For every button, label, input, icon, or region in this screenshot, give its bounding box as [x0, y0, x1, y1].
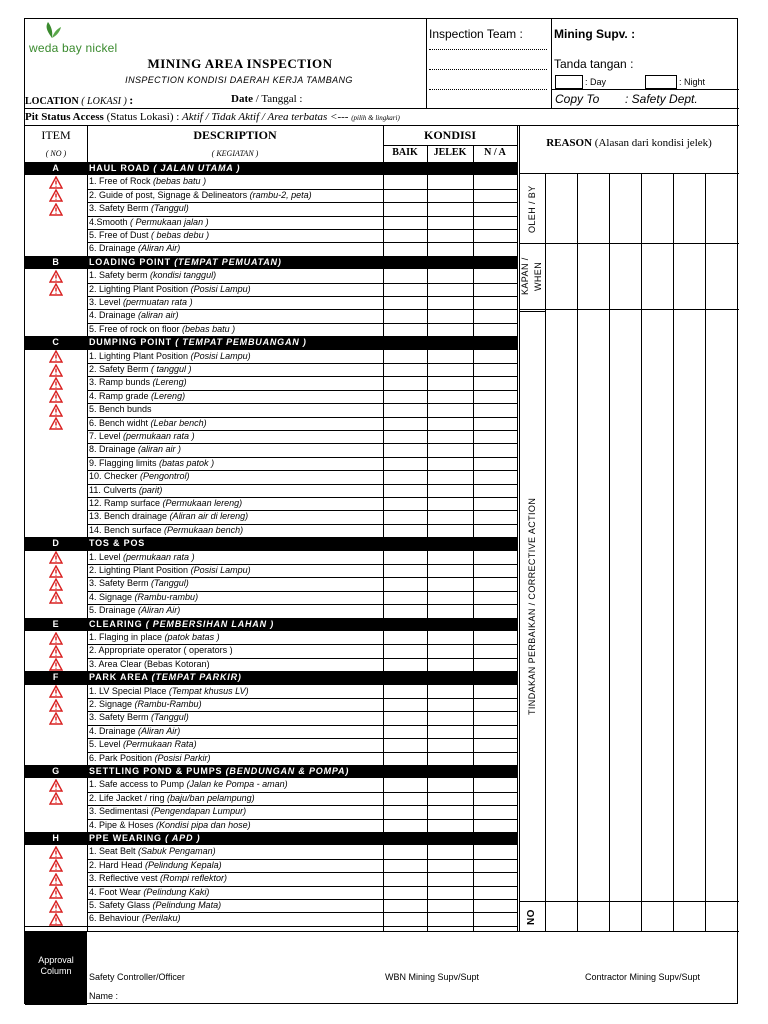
checklist-item: 7. Level (permukaan rata ) [89, 431, 195, 441]
warning-icon [49, 632, 63, 645]
baik-cell[interactable] [383, 591, 427, 604]
checklist-item: 6. Drainage (Aliran Air) [89, 243, 181, 254]
section-letter: C [52, 337, 60, 348]
checklist-item: 3. Level (permuatan rata ) [89, 297, 193, 307]
checklist-item: 1. Safe access to Pump (Jalan ke Pompa - aman) [89, 779, 288, 790]
jelek-cell[interactable] [427, 403, 473, 416]
jelek-cell[interactable] [427, 309, 473, 322]
na-cell[interactable] [473, 269, 517, 282]
baik-cell[interactable] [383, 430, 427, 443]
na-cell[interactable] [473, 403, 517, 416]
kondisi-header: KONDISI [423, 128, 476, 142]
baik-cell[interactable] [383, 403, 427, 416]
checklist-item: 1. Lighting Plant Position (Posisi Lampu) [89, 350, 251, 361]
baik-cell[interactable] [383, 497, 427, 510]
na-cell[interactable] [473, 711, 517, 724]
jelek-cell[interactable] [427, 443, 473, 456]
section-letter: D [52, 538, 60, 549]
safety-controller-label: Safety Controller/Officer [89, 972, 185, 982]
checklist-item: 1. Flaging in place (patok batas ) [89, 632, 220, 642]
jelek-cell[interactable] [427, 604, 473, 617]
section-letter: E [52, 618, 60, 629]
na-cell[interactable] [473, 229, 517, 242]
warning-icon [49, 779, 63, 792]
description-header: DESCRIPTION [193, 128, 277, 142]
location-label: LOCATION ( LOKASI ) : [25, 93, 134, 107]
checklist-item: 3. Safety Berm (Tanggul) [89, 578, 189, 589]
baik-cell[interactable] [383, 564, 427, 577]
reason-column[interactable] [577, 173, 609, 931]
section-title: DUMPING POINT ( TEMPAT PEMBUANGAN ) [89, 337, 307, 348]
checklist-item: 5. Drainage (Aliran Air) [89, 605, 181, 616]
warning-icon [49, 913, 63, 926]
baik-cell[interactable] [383, 229, 427, 242]
jelek-cell[interactable] [427, 752, 473, 765]
na-cell[interactable] [473, 644, 517, 657]
section-header [25, 256, 517, 269]
warning-icon [49, 176, 63, 189]
form-title: MINING AREA INSPECTION [147, 56, 333, 71]
warning-icon [49, 578, 63, 591]
baik-cell[interactable] [383, 296, 427, 309]
baik-cell[interactable] [383, 644, 427, 657]
baik-cell[interactable] [383, 845, 427, 858]
warning-icon [49, 873, 63, 886]
checklist-item: 3. Reflective vest (Rompi reflektor) [89, 873, 228, 884]
na-cell[interactable] [473, 376, 517, 389]
pit-status: Pit Status Access (Status Lokasi) : Aktif / Tidak Aktif / Area terbatas <--- (pilih & lingkari) [25, 111, 400, 123]
jelek-cell[interactable] [427, 457, 473, 470]
baik-cell[interactable] [383, 202, 427, 215]
checklist-item: 6. Behaviour (Perilaku) [89, 913, 181, 924]
na-cell[interactable] [473, 309, 517, 322]
jelek-cell[interactable] [427, 845, 473, 858]
jelek-cell[interactable] [427, 296, 473, 309]
jelek-cell[interactable] [427, 551, 473, 564]
jelek-cell[interactable] [427, 390, 473, 403]
na-cell[interactable] [473, 792, 517, 805]
checklist-item: 9. Flagging limits (batas patok ) [89, 457, 215, 468]
wbn-supv-label: WBN Mining Supv/Supt [385, 972, 480, 982]
na-cell[interactable] [473, 591, 517, 604]
section-title: CLEARING ( PEMBERSIHAN LAHAN ) [89, 618, 275, 629]
na-cell[interactable] [473, 189, 517, 202]
baik-cell[interactable] [383, 725, 427, 738]
section-title: LOADING POINT (TEMPAT PEMUATAN) [89, 256, 282, 267]
na-cell[interactable] [473, 323, 517, 336]
jelek-cell[interactable] [427, 725, 473, 738]
na-cell[interactable] [473, 242, 517, 255]
jelek-cell[interactable] [427, 202, 473, 215]
jelek-cell[interactable] [427, 524, 473, 537]
na-cell[interactable] [473, 296, 517, 309]
checklist-item: 4. Pipe & Hoses (Kondisi pipa dan hose) [89, 819, 251, 830]
section-header [25, 537, 517, 550]
jelek-cell[interactable] [427, 470, 473, 483]
na-cell[interactable] [473, 577, 517, 590]
checklist-item: 12. Ramp surface (Permukaan lereng) [89, 498, 243, 508]
jelek-cell[interactable] [427, 269, 473, 282]
baik-cell[interactable] [383, 658, 427, 671]
na-cell[interactable] [473, 778, 517, 791]
warning-icon [49, 203, 63, 216]
baik-cell[interactable] [383, 323, 427, 336]
jelek-cell[interactable] [427, 283, 473, 296]
checklist-item: 5. Free of Dust ( bebas debu ) [89, 230, 210, 240]
baik-cell[interactable] [383, 711, 427, 724]
approval-label: Approval Column [38, 955, 74, 976]
section-title: PARK AREA (TEMPAT PARKIR) [89, 672, 242, 683]
jelek-cell[interactable] [427, 216, 473, 229]
baik-cell[interactable] [383, 805, 427, 818]
baik-cell[interactable] [383, 350, 427, 363]
jelek-cell[interactable] [427, 805, 473, 818]
warning-icon [49, 350, 63, 363]
night-label: : Night [679, 77, 706, 87]
na-cell[interactable] [473, 551, 517, 564]
baik-cell[interactable] [383, 510, 427, 523]
warning-icon [49, 377, 63, 390]
reason-column[interactable] [545, 173, 577, 931]
baik-cell[interactable] [383, 738, 427, 751]
baik-cell[interactable] [383, 604, 427, 617]
baik-cell[interactable] [383, 309, 427, 322]
jelek-cell[interactable] [427, 899, 473, 912]
na-cell[interactable] [473, 484, 517, 497]
checklist-item: 3. Safety Berm (Tanggul) [89, 712, 189, 723]
jelek-cell[interactable] [427, 363, 473, 376]
warning-icon [49, 685, 63, 698]
checklist-item: 1. Seat Belt (Sabuk Pengaman) [89, 846, 216, 857]
oleh-label: OLEH / BY [527, 185, 537, 233]
na-cell[interactable] [473, 417, 517, 430]
jelek-cell[interactable] [427, 175, 473, 188]
baik-cell[interactable] [383, 376, 427, 389]
jelek-cell[interactable] [427, 430, 473, 443]
baik-cell[interactable] [383, 872, 427, 885]
inspection-form [24, 18, 738, 1004]
baik-cell[interactable] [383, 912, 427, 925]
checklist-item: 4. Ramp grade (Lereng) [89, 390, 186, 401]
na-cell[interactable] [473, 524, 517, 537]
na-cell[interactable] [473, 350, 517, 363]
na-cell[interactable] [473, 443, 517, 456]
warning-icon [49, 565, 63, 578]
jelek-cell[interactable] [427, 510, 473, 523]
na-cell[interactable] [473, 175, 517, 188]
na-cell[interactable] [473, 752, 517, 765]
reason-column[interactable] [705, 173, 739, 931]
warning-icon [49, 283, 63, 296]
form-subtitle: INSPECTION KONDISI DAERAH KERJA TAMBANG [125, 75, 353, 85]
name-label: Name : [89, 991, 119, 1001]
warning-icon [49, 846, 63, 859]
na-cell[interactable] [473, 457, 517, 470]
checklist-item: 4. Signage (Rambu-rambu) [89, 591, 199, 602]
checklist-item: 14. Bench surface (Permukaan bench) [89, 524, 244, 535]
na-header: N / A [484, 147, 506, 158]
description-subheader: ( KEGIATAN ) [211, 149, 259, 158]
mining-supv-label: Mining Supv. : [554, 27, 636, 41]
jelek-cell[interactable] [427, 912, 473, 925]
na-cell[interactable] [473, 658, 517, 671]
checklist-item: 2. Signage (Rambu-Rambu) [89, 699, 202, 709]
no-label: NO [526, 909, 537, 925]
baik-cell[interactable] [383, 778, 427, 791]
baik-cell[interactable] [383, 524, 427, 537]
reason-column[interactable] [609, 173, 641, 931]
baik-cell[interactable] [383, 283, 427, 296]
na-cell[interactable] [473, 604, 517, 617]
checklist-item: 2. Life Jacket / ring (baju/ban pelampung) [89, 792, 255, 803]
section-header [25, 765, 517, 778]
na-cell[interactable] [473, 470, 517, 483]
warning-icon [49, 551, 63, 564]
checklist-item: 5. Bench bunds [89, 404, 152, 415]
jelek-cell[interactable] [427, 189, 473, 202]
baik-cell[interactable] [383, 886, 427, 899]
baik-cell[interactable] [383, 859, 427, 872]
na-cell[interactable] [473, 819, 517, 832]
warning-icon [49, 900, 63, 913]
checklist-item: 1. Free of Rock (bebas batu ) [89, 176, 207, 187]
section-header [25, 832, 517, 845]
na-cell[interactable] [473, 872, 517, 885]
checklist-item: 2. Lighting Plant Position (Posisi Lampu) [89, 283, 251, 294]
na-cell[interactable] [473, 805, 517, 818]
baik-cell[interactable] [383, 631, 427, 644]
tanda-tangan-label: Tanda tangan : [554, 57, 634, 71]
day-label: : Day [585, 77, 607, 87]
jelek-cell[interactable] [427, 631, 473, 644]
jelek-cell[interactable] [427, 658, 473, 671]
jelek-header: JELEK [433, 147, 467, 158]
section-title: HAUL ROAD ( JALAN UTAMA ) [89, 163, 241, 173]
warning-icon [49, 591, 63, 604]
baik-cell[interactable] [383, 175, 427, 188]
copy-to-label: Copy To [555, 92, 600, 106]
na-cell[interactable] [473, 497, 517, 510]
baik-cell[interactable] [383, 216, 427, 229]
baik-cell[interactable] [383, 363, 427, 376]
na-cell[interactable] [473, 859, 517, 872]
baik-cell[interactable] [383, 899, 427, 912]
item-subheader: ( NO ) [45, 149, 67, 158]
checklist-item: 4. Drainage (Aliran Air) [89, 725, 181, 736]
section-letter: A [52, 163, 60, 173]
na-cell[interactable] [473, 390, 517, 403]
na-cell[interactable] [473, 912, 517, 925]
checklist-item: 4. Foot Wear (Pelindung Kaki) [89, 886, 210, 897]
date-label: Date / Tanggal : [231, 93, 303, 105]
checklist-item: 8. Drainage (aliran air ) [89, 444, 182, 455]
section-letter: B [52, 256, 60, 267]
baik-cell[interactable] [383, 792, 427, 805]
checklist-item: 1. Level (permukaan rata ) [89, 551, 195, 562]
checklist-item: 2. Lighting Plant Position (Posisi Lampu) [89, 565, 251, 575]
baik-cell[interactable] [383, 752, 427, 765]
na-cell[interactable] [473, 845, 517, 858]
warning-icon [49, 417, 63, 430]
section-header [25, 162, 517, 175]
logo-text: weda bay nickel [29, 41, 118, 55]
jelek-cell[interactable] [427, 886, 473, 899]
jelek-cell[interactable] [427, 417, 473, 430]
baik-cell[interactable] [383, 189, 427, 202]
jelek-cell[interactable] [427, 497, 473, 510]
checklist-item: 10. Checker (Pengontrol) [89, 471, 190, 482]
reason-column[interactable] [641, 173, 673, 931]
section-title: SETTLING POND & PUMPS (BENDUNGAN & POMPA) [89, 766, 350, 776]
reason-column[interactable] [673, 173, 705, 931]
na-cell[interactable] [473, 725, 517, 738]
jelek-cell[interactable] [427, 819, 473, 832]
baik-cell[interactable] [383, 390, 427, 403]
checklist-item: 4.Smooth ( Permukaan jalan ) [89, 216, 209, 227]
baik-header: BAIK [392, 147, 418, 158]
checklist-item: 5. Free of rock on floor (bebas batu ) [89, 323, 236, 334]
approval-column [25, 931, 87, 1005]
jelek-cell[interactable] [427, 859, 473, 872]
jelek-cell[interactable] [427, 711, 473, 724]
section-header [25, 618, 517, 631]
jelek-cell[interactable] [427, 698, 473, 711]
checklist-item: 2. Hard Head (Pelindung Kepala) [89, 859, 222, 870]
section-letter: F [52, 672, 60, 683]
na-cell[interactable] [473, 283, 517, 296]
checklist-item: 3. Safety Berm (Tanggul) [89, 203, 189, 214]
safety-dept-label: : Safety Dept. [625, 92, 698, 106]
warning-icon [49, 390, 63, 403]
inspection-table [25, 19, 739, 1005]
reason-header: REASON (Alasan dari kondisi jelek) [546, 137, 712, 149]
jelek-cell[interactable] [427, 350, 473, 363]
na-cell[interactable] [473, 738, 517, 751]
na-cell[interactable] [473, 698, 517, 711]
jelek-cell[interactable] [427, 229, 473, 242]
checklist-item: 13. Bench drainage (Aliran air di lereng) [89, 511, 249, 522]
checklist-item: 3. Ramp bunds (Lereng) [89, 377, 187, 388]
warning-icon [49, 645, 63, 658]
baik-cell[interactable] [383, 443, 427, 456]
na-cell[interactable] [473, 216, 517, 229]
jelek-cell[interactable] [427, 242, 473, 255]
warning-icon [49, 792, 63, 805]
checklist-item: 4. Drainage (aliran air) [89, 310, 179, 321]
checklist-item: 2. Appropriate operator ( operators ) [89, 645, 233, 656]
kapan-label: KAPAN / WHEN [520, 257, 543, 295]
jelek-cell[interactable] [427, 564, 473, 577]
na-cell[interactable] [473, 886, 517, 899]
checklist-item: 2. Safety Berm ( tanggul ) [89, 364, 192, 374]
inspection-team-label: Inspection Team : [429, 27, 523, 41]
baik-cell[interactable] [383, 577, 427, 590]
jelek-cell[interactable] [427, 484, 473, 497]
warning-icon [49, 859, 63, 872]
warning-icon [49, 886, 63, 899]
warning-icon [49, 712, 63, 725]
jelek-cell[interactable] [427, 738, 473, 751]
checklist-item: 5. Safety Glass (Pelindung Mata) [89, 900, 222, 910]
baik-cell[interactable] [383, 417, 427, 430]
na-cell[interactable] [473, 430, 517, 443]
jelek-cell[interactable] [427, 685, 473, 698]
na-cell[interactable] [473, 564, 517, 577]
section-letter: G [52, 766, 60, 776]
checklist-item: 5. Level (Permukaan Rata) [89, 739, 197, 750]
checklist-item: 6. Bench widht (Lebar bench) [89, 417, 207, 428]
warning-icon [49, 189, 63, 202]
na-cell[interactable] [473, 510, 517, 523]
warning-icon [49, 658, 63, 671]
contractor-supv-label: Contractor Mining Supv/Supt [585, 972, 701, 982]
section-header [25, 671, 517, 684]
jelek-cell[interactable] [427, 792, 473, 805]
jelek-cell[interactable] [427, 872, 473, 885]
baik-cell[interactable] [383, 470, 427, 483]
jelek-cell[interactable] [427, 376, 473, 389]
baik-cell[interactable] [383, 457, 427, 470]
section-title: TOS & POS [89, 538, 146, 549]
warning-icon [49, 364, 63, 377]
jelek-cell[interactable] [427, 591, 473, 604]
checklist-item: 6. Park Position (Posisi Parkir) [89, 752, 211, 763]
na-cell[interactable] [473, 685, 517, 698]
jelek-cell[interactable] [427, 644, 473, 657]
checklist-item: 2. Guide of post, Signage & Delineators (rambu-2, peta) [89, 189, 312, 200]
na-cell[interactable] [473, 202, 517, 215]
tindakan-label: TINDAKAN PERBAIKAN / CORRECTIVE ACTION [527, 497, 537, 715]
checklist-item: 1. LV Special Place (Tempat khusus LV) [89, 685, 249, 696]
item-header: ITEM [41, 128, 71, 142]
section-letter: H [52, 833, 60, 843]
checklist-item: 1. Safety berm (kondisi tanggul) [89, 270, 217, 281]
section-header [25, 336, 517, 349]
warning-icon [49, 404, 63, 417]
checklist-item: 3. Sedimentasi (Pengendapan Lumpur) [89, 806, 247, 817]
baik-cell[interactable] [383, 551, 427, 564]
section-title: PPE WEARING ( APD ) [89, 833, 201, 843]
na-cell[interactable] [473, 899, 517, 912]
warning-icon [49, 699, 63, 712]
checklist-item: 11. Culverts (parit) [89, 484, 163, 495]
baik-cell[interactable] [383, 685, 427, 698]
baik-cell[interactable] [383, 484, 427, 497]
na-cell[interactable] [473, 631, 517, 644]
jelek-cell[interactable] [427, 577, 473, 590]
baik-cell[interactable] [383, 698, 427, 711]
baik-cell[interactable] [383, 819, 427, 832]
checklist-item: 3. Area Clear (Bebas Kotoran) [89, 658, 210, 669]
jelek-cell[interactable] [427, 323, 473, 336]
warning-icon [49, 270, 63, 283]
na-cell[interactable] [473, 363, 517, 376]
jelek-cell[interactable] [427, 778, 473, 791]
baik-cell[interactable] [383, 242, 427, 255]
baik-cell[interactable] [383, 269, 427, 282]
